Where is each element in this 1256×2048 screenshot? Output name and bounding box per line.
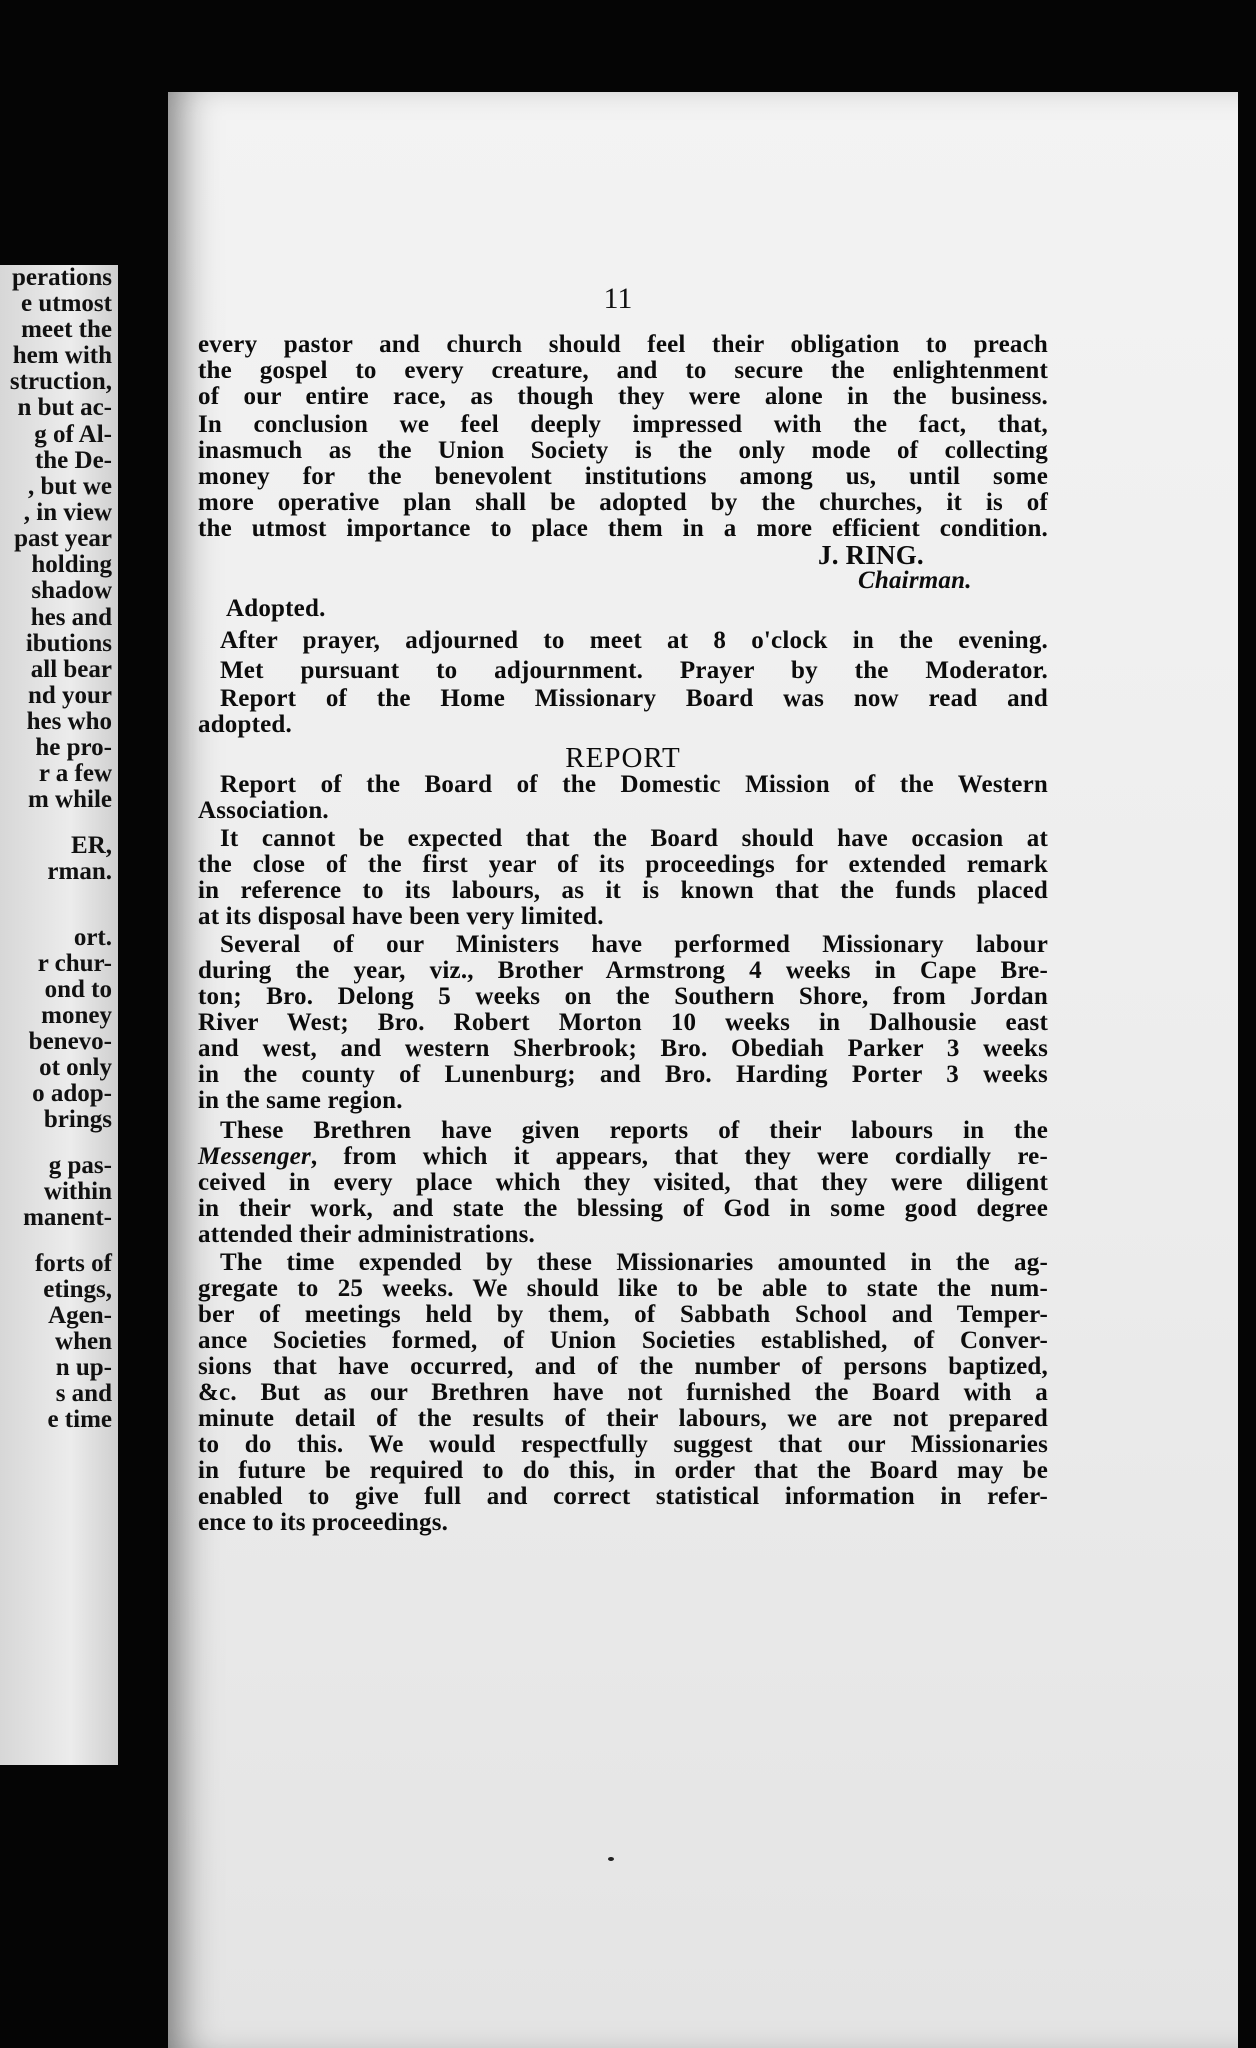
left-page-line: struction, [9, 368, 112, 395]
left-page-line: g of Al- [34, 421, 112, 448]
text-line: in reference to its labours, as it is known that the funds placed [198, 877, 1048, 904]
left-page-fragment [0, 265, 118, 1765]
left-page-line: holding [31, 551, 112, 578]
text-line: of our entire race, as though they were alone in the business. [198, 383, 1048, 410]
text-line: the utmost importance to place them in a more efficient condition. [198, 515, 1048, 542]
text-line: in future be required to do this, in order that the Board may be [198, 1457, 1048, 1484]
text-line: inasmuch as the Union Society is the only mode of collecting [198, 437, 1048, 464]
text-line: ceived in every place which they visited, that they were diligent [198, 1169, 1048, 1196]
left-page-line: forts of [34, 1250, 112, 1277]
left-page-line: ot only [39, 1054, 112, 1081]
left-page-line: meet the [21, 316, 112, 343]
left-page-line: when [55, 1328, 112, 1355]
left-page-line: o adop- [32, 1080, 112, 1107]
text-line: Report of the Home Missionary Board was now read and [220, 685, 1048, 712]
text-line: Met pursuant to adjournment. Prayer by the Moderator. [220, 657, 1048, 684]
left-page-line: r chur- [37, 950, 112, 977]
left-page-line: r a few [38, 760, 112, 787]
left-page-line: , but we [27, 473, 112, 500]
left-page-line: perations [12, 265, 112, 291]
section-heading: REPORT [565, 742, 681, 774]
text-line: enabled to give full and correct statistical information in refer- [198, 1483, 1048, 1510]
left-page-line: e utmost [21, 290, 112, 317]
text-line: every pastor and church should feel their obligation to preach [198, 331, 1048, 358]
text-line: sions that have occurred, and of the number of persons baptized, [198, 1353, 1048, 1380]
text-line: at its disposal have been very limited. [198, 903, 604, 930]
text-line: ber of meetings held by them, of Sabbath School and Temper- [198, 1301, 1048, 1328]
text-line: ance Societies formed, of Union Societies established, of Conver- [198, 1327, 1048, 1354]
text-fragment: , from which it appears, that they were cordially re- [310, 1143, 1048, 1170]
signature-title: Chairman. [858, 567, 972, 594]
text-line: in the same region. [198, 1087, 403, 1114]
left-page-line: etings, [43, 1276, 112, 1303]
left-page-line: ort. [73, 924, 112, 951]
text-line: ence to its proceedings. [198, 1509, 449, 1536]
text-line: to do this. We would respectfully suggest that our Missionaries [198, 1431, 1048, 1458]
text-line: Association. [198, 797, 329, 824]
text-line: In conclusion we feel deeply impressed with the fact, that, [198, 411, 1048, 438]
left-page-line: Agen- [48, 1302, 112, 1329]
left-page-line: past year [14, 525, 112, 552]
text-line: minute detail of the results of their labours, we are not prepared [198, 1405, 1048, 1432]
left-page-line: rman. [47, 858, 112, 885]
text-line: attended their administrations. [198, 1221, 535, 1248]
text-line: ton; Bro. Delong 5 weeks on the Southern Shore, from Jordan [198, 983, 1048, 1010]
periodical-name: Messenger [198, 1143, 311, 1170]
text-line: during the year, viz., Brother Armstrong 4 weeks in Cape Bre- [198, 957, 1048, 984]
text-line: Report of the Board of the Domestic Mission of the Western [220, 771, 1048, 798]
text-line: gregate to 25 weeks. We should like to be able to state the num- [198, 1275, 1048, 1302]
left-page-line: money [41, 1002, 112, 1029]
left-page-line: n but ac- [17, 394, 112, 421]
text-line: the close of the first year of its proceedings for extended remark [198, 851, 1048, 878]
text-line [198, 1144, 1048, 1169]
left-page-line: benevo- [28, 1028, 112, 1055]
left-page-line: nd your [27, 682, 112, 709]
left-page-line: , in view [23, 499, 112, 526]
main-page [168, 92, 1238, 2048]
left-page-line: hem with [12, 342, 112, 369]
text-line: in the county of Lunenburg; and Bro. Harding Porter 3 weeks [198, 1061, 1048, 1088]
left-page-line: n up- [55, 1354, 112, 1381]
text-line: and west, and western Sherbrook; Bro. Obediah Parker 3 weeks [198, 1035, 1048, 1062]
text-line: Adopted. [226, 595, 326, 622]
left-page-line: brings [43, 1106, 112, 1133]
text-line: Several of our Ministers have performed Missionary labour [220, 931, 1048, 958]
text-line: These Brethren have given reports of their labours in the [220, 1117, 1048, 1144]
left-page-line: within [43, 1178, 112, 1205]
left-page-line: hes who [26, 708, 112, 735]
text-line: more operative plan shall be adopted by the churches, it is of [198, 489, 1048, 516]
text-line: in their work, and state the blessing of God in some good degree [198, 1195, 1048, 1222]
left-page-line: m while [27, 786, 112, 813]
text-line: adopted. [198, 711, 292, 738]
text-line: the gospel to every creature, and to secure the enlightenment [198, 357, 1048, 384]
text-line: money for the benevolent institutions among us, until some [198, 463, 1048, 490]
left-page-line: manent- [23, 1204, 112, 1231]
text-line: &c. But as our Brethren have not furnished the Board with a [198, 1379, 1048, 1406]
text-line: River West; Bro. Robert Morton 10 weeks in Dalhousie east [198, 1009, 1048, 1036]
left-page-line: the De- [34, 447, 112, 474]
left-page-line: hes and [30, 604, 112, 631]
left-page-line: ibutions [25, 630, 112, 657]
left-page-line: shadow [31, 577, 112, 604]
left-page-line: ond to [44, 976, 112, 1003]
left-page-line: all bear [30, 656, 112, 683]
left-page-line: ER, [71, 832, 112, 859]
left-page-line: e time [47, 1406, 112, 1433]
text-line: The time expended by these Missionaries amounted in the ag- [220, 1249, 1048, 1276]
left-page-line: s and [55, 1380, 112, 1407]
text-line: After prayer, adjourned to meet at 8 o'clock in the evening. [220, 627, 1048, 654]
signature-name: J. RING. [818, 540, 924, 570]
page-number: 11 [603, 282, 633, 315]
ink-speck [608, 1857, 614, 1861]
left-page-line: he pro- [35, 734, 112, 761]
left-page-line: g pas- [48, 1152, 112, 1179]
text-line: It cannot be expected that the Board should have occasion at [220, 825, 1048, 852]
